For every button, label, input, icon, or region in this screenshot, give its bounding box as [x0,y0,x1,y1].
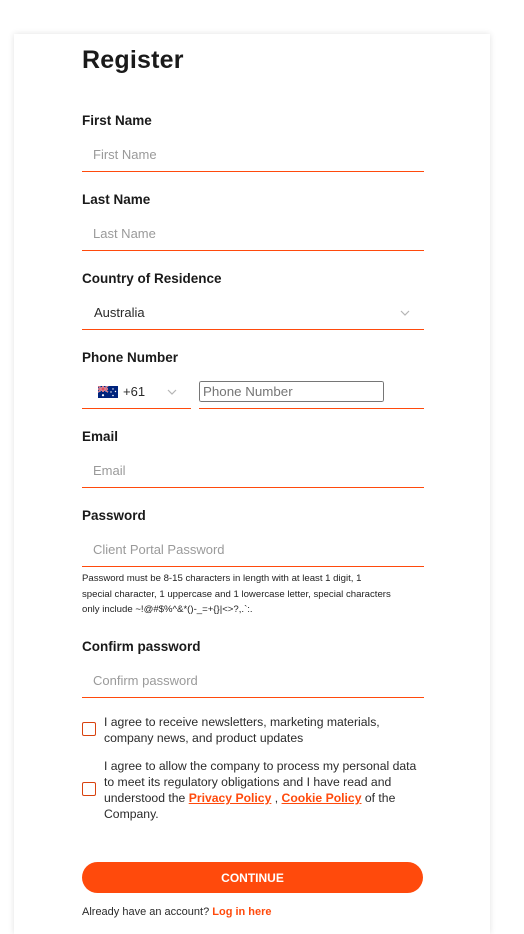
country-label: Country of Residence [82,271,222,286]
first-name-label: First Name [82,113,152,128]
page-title: Register [82,46,184,74]
privacy-consent-text [104,758,424,822]
email-label: Email [82,429,119,444]
first-name-field [82,138,424,172]
continue-button[interactable]: CONTINUE [82,862,423,893]
privacy-consent-suffix: of the Company. [104,791,396,821]
cookie-policy-link[interactable]: Cookie Policy [281,791,362,805]
password-label: Password [82,508,146,523]
password-hint: Password must be 8-15 characters in length with at least 1 digit, 1 special character, 1 uppercase and 1 lowercase letter, special characters only include ~!@#$%^&*()-_=+{}|<>?,.`:. [82,573,391,615]
privacy-consent-separator: , [271,791,282,805]
chevron-down-icon [398,306,412,320]
country-value: Australia [94,305,145,320]
privacy-policy-link[interactable]: Privacy Policy [188,791,272,805]
login-prompt-text: Already have an account? [82,906,213,918]
confirm-password-input[interactable] [82,664,424,697]
country-code-value: +61 [123,384,146,399]
country-code-select[interactable] [82,375,191,409]
last-name-label: Last Name [82,192,151,207]
password-field [82,533,424,567]
phone-number-input[interactable] [199,381,384,402]
marketing-consent-checkbox[interactable] [82,722,96,736]
login-link[interactable]: Log in here [212,906,272,918]
password-input[interactable] [82,533,424,566]
chevron-down-icon [165,385,179,399]
login-prompt [82,906,272,918]
phone-label: Phone Number [82,350,179,365]
confirm-password-label: Confirm password [82,639,201,654]
privacy-consent-prefix: I agree to allow the company to process my personal data to meet its regulatory obligations and I have read and understood the [104,759,417,805]
privacy-consent-row [82,758,424,822]
phone-number-field [199,375,424,409]
country-select[interactable] [82,296,424,330]
australia-flag-icon [98,386,118,398]
last-name-field [82,217,424,251]
last-name-input[interactable] [82,217,424,250]
first-name-input[interactable] [82,138,424,171]
email-field [82,454,424,488]
confirm-password-field [82,664,424,698]
marketing-consent-text: I agree to receive newsletters, marketing materials, company news, and product updates [104,715,380,745]
email-input[interactable] [82,454,424,487]
privacy-consent-checkbox[interactable] [82,782,96,796]
marketing-consent-row [82,714,424,746]
